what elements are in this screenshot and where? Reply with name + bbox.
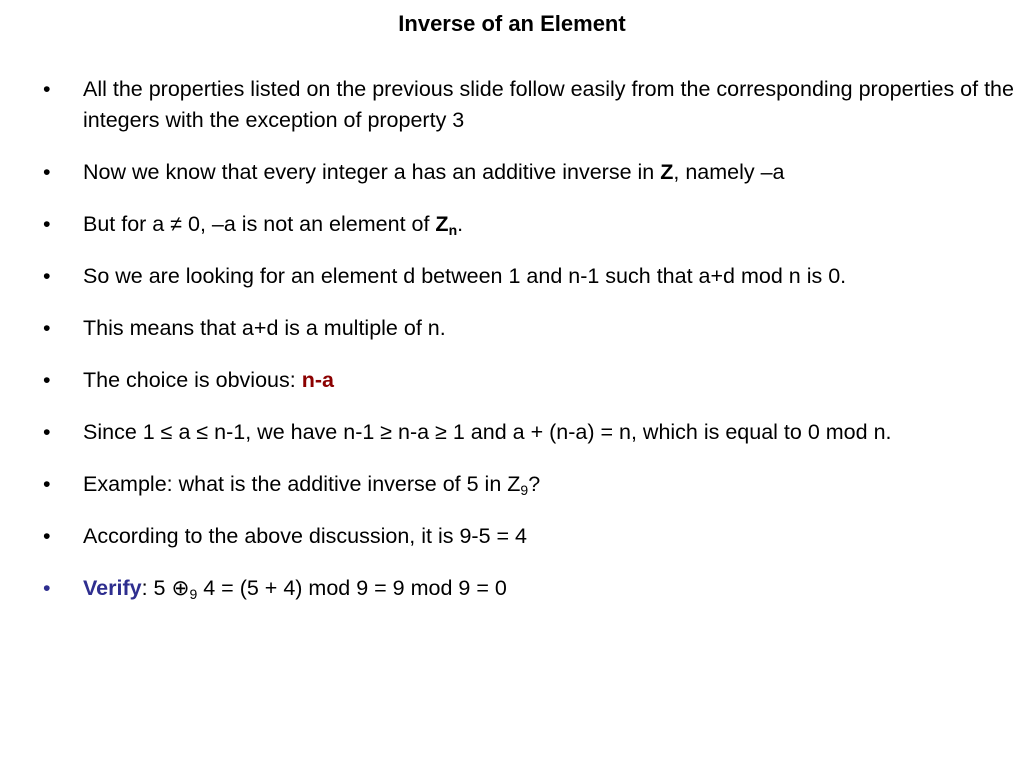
bullet-dot: •: [43, 264, 51, 288]
bullet-dot: •: [43, 368, 51, 392]
bullet-dot: •: [43, 420, 51, 444]
bullet-text-segment: Now we know that every integer a has an additive inverse in: [83, 160, 661, 184]
bullet-dot: •: [43, 160, 51, 184]
bullet-item: [40, 313, 1015, 344]
bullet-text-segment: .: [457, 212, 464, 236]
bullet-text-segment: But for a ≠ 0, –a is not an element of: [83, 212, 436, 236]
bullet-item: [40, 573, 1015, 604]
bullet-text: [83, 209, 1015, 240]
integers-symbol: Z: [660, 160, 674, 184]
bullet-text: [83, 573, 1015, 604]
bullet-text: So we are looking for an element d between 1 and n-1 such that a+d mod n is 0.: [83, 264, 847, 288]
bullet-text: This means that a+d is a multiple of n.: [83, 316, 446, 340]
bullet-text: [83, 365, 1015, 396]
bullet-text: Since 1 ≤ a ≤ n-1, we have n-1 ≥ n-a ≥ 1 and a + (n-a) = n, which is equal to 0 mod n.: [83, 420, 892, 444]
bullet-text-segment: The choice is obvious:: [83, 368, 302, 392]
bullet-list: [40, 74, 1015, 625]
bullet-text: [83, 157, 1015, 188]
bullet-text-segment: : 5 ⊕: [141, 576, 190, 600]
bullet-item: [40, 417, 1015, 448]
bullet-text: According to the above discussion, it is 9-5 = 4: [83, 524, 527, 548]
bullet-dot: •: [43, 576, 51, 600]
subscript: n: [448, 222, 458, 238]
subscript: 9: [189, 586, 198, 602]
bullet-item: [40, 209, 1015, 240]
zn-symbol: Z: [435, 212, 449, 236]
bullet-text-segment: 4 = (5 + 4) mod 9 = 9 mod 9 = 0: [197, 576, 507, 600]
verify-label: Verify: [83, 576, 142, 600]
bullet-item: [40, 261, 1015, 292]
bullet-dot: •: [43, 212, 51, 236]
bullet-item: [40, 74, 1015, 136]
bullet-item: [40, 521, 1015, 552]
bullet-text: [83, 469, 1015, 500]
bullet-item: [40, 365, 1015, 396]
bullet-item: [40, 157, 1015, 188]
bullet-text-segment: , namely –a: [673, 160, 785, 184]
bullet-item: [40, 469, 1015, 500]
answer-highlight: n-a: [301, 368, 334, 392]
bullet-dot: •: [43, 472, 51, 496]
bullet-text-segment: ?: [528, 472, 541, 496]
bullet-text-segment: Example: what is the additive inverse of 5 in Z: [83, 472, 521, 496]
bullet-dot: •: [43, 524, 51, 548]
bullet-dot: •: [43, 77, 51, 101]
slide-title: Inverse of an Element: [398, 11, 626, 36]
subscript: 9: [520, 482, 529, 498]
bullet-text: All the properties listed on the previous slide follow easily from the corresponding properties of the integers with the exception of property 3: [83, 77, 1014, 132]
bullet-dot: •: [43, 316, 51, 340]
